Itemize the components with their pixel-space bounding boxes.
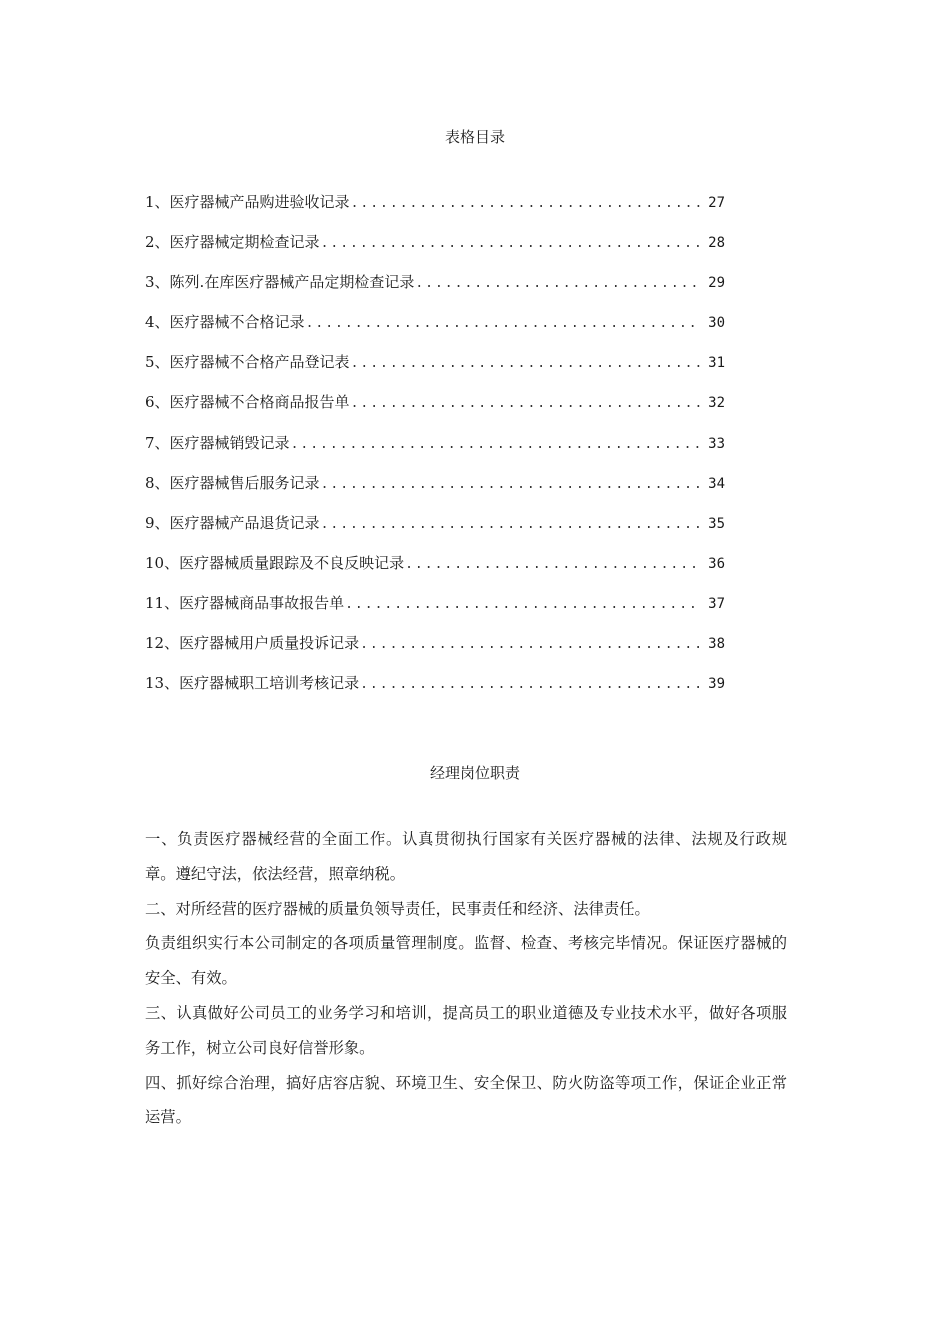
toc-item-page: 34 <box>708 475 725 492</box>
toc-item <box>145 310 725 350</box>
duties-body <box>145 822 787 1135</box>
toc-item-page: 35 <box>708 515 725 532</box>
toc-item-number: 7、 <box>145 433 170 452</box>
toc-item <box>145 270 725 310</box>
toc-item-text: 医疗器械售后服务记录 <box>169 473 320 492</box>
toc-list <box>145 190 725 711</box>
toc-item-number: 2、 <box>145 233 170 252</box>
toc-item <box>145 511 725 551</box>
toc-item <box>145 390 725 430</box>
duty-paragraph: 二、对所经营的医疗器械的质量负领导责任，民事责任和经济、法律责任。 <box>145 899 650 918</box>
toc-item-number: 1、 <box>145 193 170 211</box>
toc-leader-dots <box>351 352 701 376</box>
toc-item-text: 医疗器械质量跟踪及不良反映记录 <box>179 553 405 572</box>
toc-item-page: 27 <box>708 195 725 211</box>
toc-item-text: 医疗器械产品购进验收记录 <box>169 193 350 211</box>
toc-item-number: 4、 <box>145 313 170 332</box>
toc-leader-dots <box>405 553 701 577</box>
toc-leader-dots <box>351 392 701 416</box>
toc-leader-dots <box>321 473 701 497</box>
toc-item-page: 32 <box>708 395 725 412</box>
toc-leader-dots <box>306 312 701 336</box>
toc-title: 表格目录 <box>444 128 505 146</box>
toc-item-number: 9、 <box>145 513 170 532</box>
toc-leader-dots <box>291 433 701 457</box>
duty-paragraph: 三、认真做好公司员工的业务学习和培训，提高员工的职业道德及专业技术水平，做好各项服务工作，树立公司良好信誉形象。 <box>145 1003 787 1057</box>
toc-item-text: 医疗器械商品事故报告单 <box>179 593 345 612</box>
toc-item-page: 37 <box>708 595 725 612</box>
toc-item <box>145 631 725 671</box>
toc-item-text: 医疗器械不合格记录 <box>169 313 305 332</box>
section-title: 经理岗位职责 <box>429 764 520 782</box>
toc-item-text: 医疗器械用户质量投诉记录 <box>179 634 360 653</box>
toc-item <box>145 591 725 631</box>
toc-item-number: 3、 <box>145 273 170 292</box>
toc-item-number: 12、 <box>145 634 180 653</box>
toc-item-number: 13、 <box>145 674 180 693</box>
toc-item-page: 31 <box>708 355 725 372</box>
toc-leader-dots <box>321 513 701 537</box>
toc-item-number: 11、 <box>145 593 180 612</box>
toc-item <box>145 471 725 511</box>
toc-item-text: 医疗器械不合格产品登记表 <box>169 353 350 372</box>
toc-item-page: 30 <box>708 315 725 332</box>
toc-item-text: 医疗器械不合格商品报告单 <box>169 393 350 412</box>
toc-leader-dots <box>360 633 701 657</box>
toc-item <box>145 190 725 230</box>
duty-paragraph: 四、抓好综合治理，搞好店容店貌、环境卫生、安全保卫、防火防盗等项工作，保证企业正常运营。 <box>145 1073 787 1127</box>
toc-item-page: 29 <box>708 275 725 292</box>
toc-item-page: 39 <box>708 676 725 693</box>
toc-leader-dots <box>351 192 701 216</box>
duty-paragraph: 负责组织实行本公司制定的各项质量管理制度。监督、检查、考核完毕情况。保证医疗器械的安全、有效。 <box>145 934 787 988</box>
toc-item <box>145 551 725 591</box>
toc-leader-dots <box>360 673 701 697</box>
toc-item-page: 33 <box>708 435 725 452</box>
toc-item-page: 36 <box>708 555 725 572</box>
duty-paragraph: 一、负责医疗器械经营的全面工作。认真贯彻执行国家有关医疗器械的法律、法规及行政规章。遵纪守法，依法经营，照章纳税。 <box>145 830 787 883</box>
toc-item-text: 陈列.在库医疗器械产品定期检查记录 <box>169 273 415 292</box>
toc-item-number: 10、 <box>145 553 180 572</box>
toc-item-text: 医疗器械职工培训考核记录 <box>179 674 360 693</box>
toc-item <box>145 350 725 390</box>
toc-item <box>145 431 725 471</box>
toc-leader-dots <box>321 232 701 256</box>
toc-item-page: 38 <box>708 636 725 653</box>
toc-item-number: 8、 <box>145 473 170 492</box>
toc-item <box>145 230 725 270</box>
toc-item-number: 5、 <box>145 353 170 372</box>
toc-item-text: 医疗器械定期检查记录 <box>169 233 320 252</box>
toc-leader-dots <box>345 593 701 617</box>
toc-item <box>145 671 725 711</box>
toc-item-number: 6、 <box>145 393 170 412</box>
toc-item-text: 医疗器械销毁记录 <box>169 433 290 452</box>
toc-item-page: 28 <box>708 235 725 252</box>
toc-item-text: 医疗器械产品退货记录 <box>169 513 320 532</box>
toc-leader-dots <box>415 272 701 296</box>
